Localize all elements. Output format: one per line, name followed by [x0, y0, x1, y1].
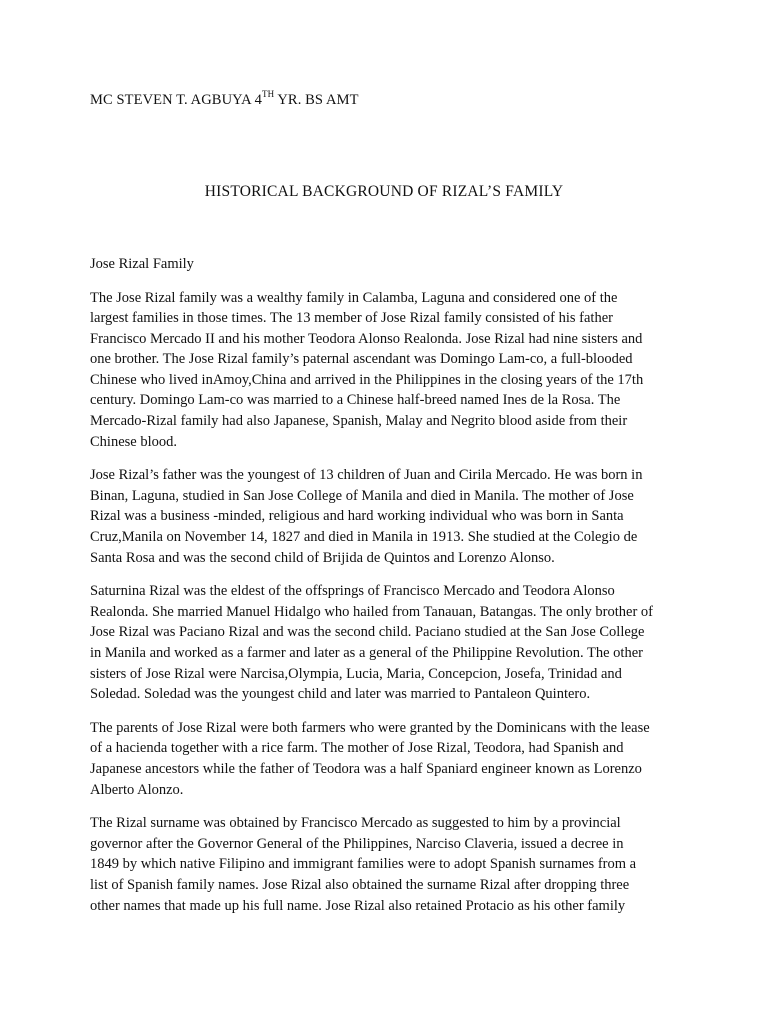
- paragraph-line: Jose Rizal’s father was the youngest of 13 children of Juan and Cirila Mercado. He was born in: [90, 467, 643, 484]
- paragraph-line: Chinese blood.: [90, 433, 177, 450]
- paragraph-line: Mercado-Rizal family had also Japanese, Spanish, Malay and Negrito blood aside from their: [90, 413, 628, 430]
- paragraph-line: Francisco Mercado II and his mother Teodora Alonso Realonda. Jose Rizal had nine sisters and: [90, 330, 643, 347]
- paragraph-line: Rizal was a business -minded, religious and hard working individual who was born in Santa: [90, 508, 624, 525]
- paragraph-line: Saturnina Rizal was the eldest of the offsprings of Francisco Mercado and Teodora Alonso: [90, 583, 615, 600]
- paragraph-line: The Rizal surname was obtained by Francisco Mercado as suggested to him by a provincial: [90, 815, 621, 832]
- paragraph-line: Alberto Alonzo.: [90, 781, 184, 798]
- paragraph-5: [90, 813, 690, 916]
- paragraph-2: [90, 465, 690, 568]
- paragraph-line: Realonda. She married Manuel Hidalgo who hailed from Tanauan, Batangas. The only brother of: [90, 603, 653, 620]
- paragraph-line: one brother. The Jose Rizal family’s paternal ascendant was Domingo Lam-co, a full-blooded: [90, 351, 633, 368]
- paragraph-line: Japanese ancestors while the father of Teodora was a half Spaniard engineer known as Lorenzo: [90, 760, 642, 777]
- paragraph-1: [90, 288, 690, 453]
- paragraph-line: Binan, Laguna, studied in San Jose College of Manila and died in Manila. The mother of Jose: [90, 487, 634, 504]
- paragraph-4: [90, 718, 690, 800]
- document-body: [90, 254, 690, 929]
- author-course: YR. BS AMT: [274, 92, 359, 108]
- paragraph-line: largest families in those times. The 13 member of Jose Rizal family consisted of his father: [90, 310, 613, 327]
- paragraph-line: governor after the Governor General of the Philippines, Narciso Claveria, issued a decree in: [90, 835, 624, 852]
- paragraph-3: [90, 581, 690, 705]
- paragraph-line: Chinese who lived inAmoy,China and arrived in the Philippines in the closing years of the 17th: [90, 371, 644, 388]
- author-line: [90, 89, 359, 109]
- document-title: HISTORICAL BACKGROUND OF RIZAL’S FAMILY: [204, 183, 564, 200]
- paragraph-line: Soledad. Soledad was the youngest child and later was married to Pantaleon Quintero.: [90, 686, 591, 703]
- paragraph-line: in Manila and worked as a farmer and later as a general of the Philippine Revolution. The other: [90, 645, 643, 661]
- paragraph-line: of a hacienda together with a rice farm. The mother of Jose Rizal, Teodora, had Spanish and: [90, 740, 624, 757]
- paragraph-line: other names that made up his full name. Jose Rizal also retained Protacio as his other family: [90, 897, 626, 914]
- paragraph-line: Cruz,Manila on November 14, 1827 and died in Manila in 1913. She studied at the Colegio de: [90, 529, 638, 546]
- paragraph-line: century. Domingo Lam-co was married to a Chinese half-breed named Ines de la Rosa. The: [90, 392, 621, 409]
- paragraph-line: 1849 by which native Filipino and immigrant families were to adopt Spanish surnames from a: [90, 856, 637, 873]
- paragraph-line: sisters of Jose Rizal were Narcisa,Olympia, Lucia, Maria, Concepcion, Josefa, Trinidad and: [90, 665, 622, 682]
- paragraph-line: The Jose Rizal family was a wealthy family in Calamba, Laguna and considered one of the: [90, 289, 618, 306]
- section-heading: Jose Rizal Family: [90, 256, 194, 272]
- paragraph-line: Santa Rosa and was the second child of Brijida de Quintos and Lorenzo Alonso.: [90, 549, 555, 566]
- author-name: MC STEVEN T. AGBUYA 4: [90, 92, 262, 108]
- year-superscript: TH: [261, 89, 275, 99]
- paragraph-line: Jose Rizal was Paciano Rizal and was the second child. Paciano studied at the San Jose College: [90, 624, 645, 641]
- paragraph-line: The parents of Jose Rizal were both farmers who were granted by the Dominicans with the lease: [90, 719, 650, 736]
- paragraph-line: list of Spanish family names. Jose Rizal also obtained the surname Rizal after dropping three: [90, 876, 630, 893]
